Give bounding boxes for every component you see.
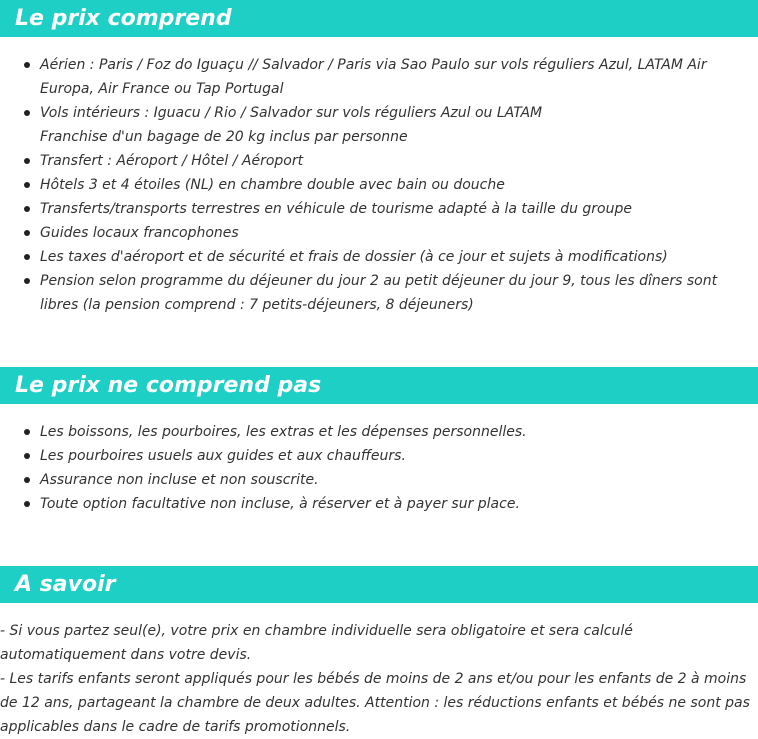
info-paragraph: - Les tarifs enfants seront appliqués pour les bébés de moins de 2 ans et/ou pour les enfants de 2 à moins de 12 ans, partageant la chambre de deux adultes. Attention : les réductions enfants et bébés ne sont pas applicables dans le cadre de tarifs promotionnels.: [0, 671, 750, 735]
bullet-icon: [24, 62, 30, 68]
info-text: [0, 619, 758, 739]
list-item: Transferts/transports terrestres en véhicule de tourisme adapté à la taille du groupe: [0, 197, 758, 221]
excluded-section-title: Le prix ne comprend pas: [15, 373, 322, 398]
list-item: Vols intérieurs : Iguacu / Rio / Salvador sur vols réguliers Azul ou LATAM Franchise d'un bagage de 20 kg inclus par personne: [0, 101, 758, 149]
info-paragraph: - Si vous partez seul(e), votre prix en chambre individuelle sera obligatoire et sera calculé automatiquement dans votre devis.: [0, 623, 633, 663]
excluded-list: [0, 420, 758, 516]
bullet-icon: [24, 429, 30, 435]
included-list: [0, 53, 758, 317]
list-item: Transfert : Aéroport / Hôtel / Aéroport: [0, 149, 758, 173]
list-item: Les pourboires usuels aux guides et aux chauffeurs.: [0, 444, 758, 468]
bullet-icon: [24, 254, 30, 260]
bullet-icon: [24, 110, 30, 116]
bullet-icon: [24, 453, 30, 459]
info-section-title: A savoir: [15, 572, 116, 597]
bullet-icon: [24, 501, 30, 507]
bullet-icon: [24, 206, 30, 212]
bullet-icon: [24, 230, 30, 236]
info-section-header: [0, 566, 758, 603]
excluded-section-header: [0, 367, 758, 404]
list-item: Assurance non incluse et non souscrite.: [0, 468, 758, 492]
bullet-icon: [24, 182, 30, 188]
list-item: Les boissons, les pourboires, les extras et les dépenses personnelles.: [0, 420, 758, 444]
included-section-title: Le prix comprend: [15, 6, 232, 31]
list-item: Pension selon programme du déjeuner du jour 2 au petit déjeuner du jour 9, tous les dîners sont libres (la pension comprend : 7 petits-déjeuners, 8 déjeuners): [0, 269, 758, 317]
list-item: Hôtels 3 et 4 étoiles (NL) en chambre double avec bain ou douche: [0, 173, 758, 197]
list-item: Guides locaux francophones: [0, 221, 758, 245]
list-item: Toute option facultative non incluse, à réserver et à payer sur place.: [0, 492, 758, 516]
list-item: Les taxes d'aéroport et de sécurité et frais de dossier (à ce jour et sujets à modifications): [0, 245, 758, 269]
list-item: Aérien : Paris / Foz do Iguaçu // Salvador / Paris via Sao Paulo sur vols réguliers Azul, LATAM Air Europa, Air France ou Tap Portugal: [0, 53, 758, 101]
bullet-icon: [24, 158, 30, 164]
bullet-icon: [24, 477, 30, 483]
bullet-icon: [24, 278, 30, 284]
included-section-header: [0, 0, 758, 37]
